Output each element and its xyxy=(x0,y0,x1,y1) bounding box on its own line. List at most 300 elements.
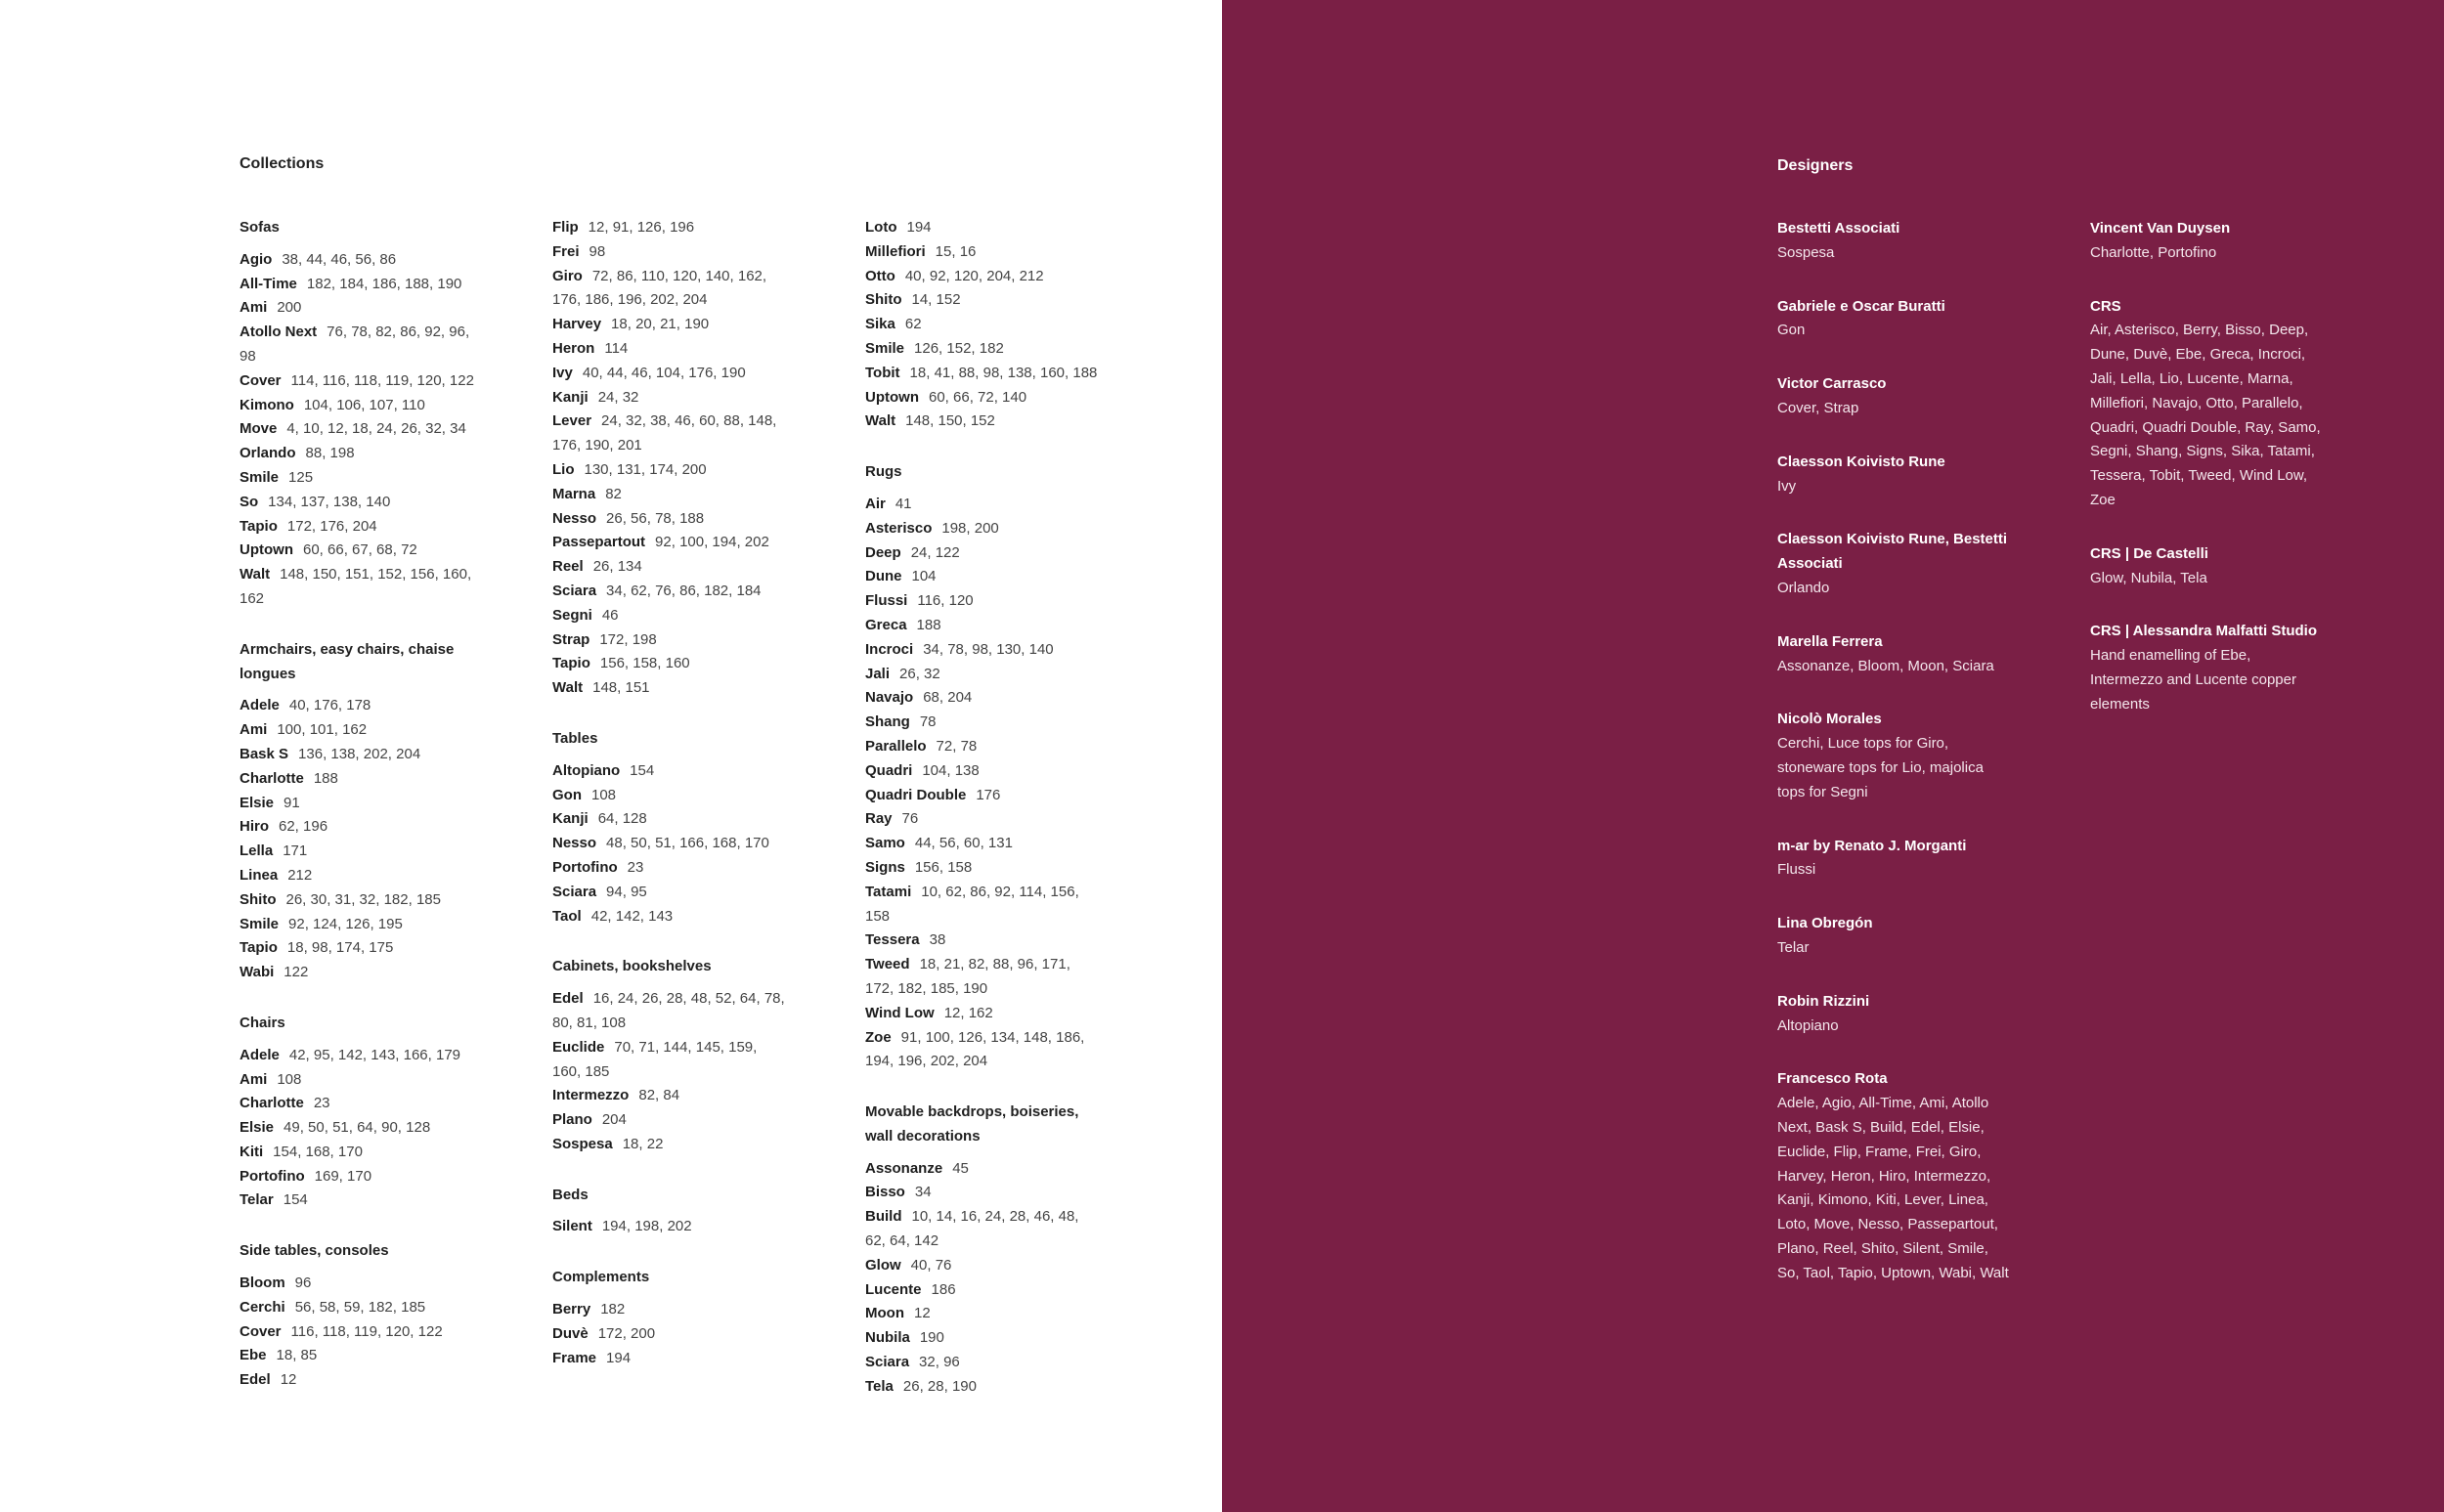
collection-entry xyxy=(240,718,474,743)
page-numbers: 24, 32 xyxy=(597,388,639,406)
page-numbers: 12 xyxy=(280,1371,297,1389)
collection-entry xyxy=(552,784,787,808)
product-name: Sika xyxy=(865,316,895,333)
collection-entry xyxy=(240,248,474,273)
product-name: Loto xyxy=(865,219,897,236)
product-name: Tatami xyxy=(865,883,912,900)
collection-entry xyxy=(865,1326,1100,1351)
product-name: Cerchi xyxy=(240,1298,285,1316)
page-numbers: 116, 118, 119, 120, 122 xyxy=(290,1322,443,1340)
page-numbers: 188 xyxy=(916,616,941,633)
page-numbers: 26, 30, 31, 32, 182, 185 xyxy=(285,890,441,908)
product-name: Tapio xyxy=(240,939,278,957)
page-numbers: 40, 176, 178 xyxy=(288,697,371,714)
designers-column-1 xyxy=(1777,217,2012,1316)
page-numbers: 26, 28, 190 xyxy=(902,1377,977,1395)
page-numbers: 72, 86, 110, 120, 140, 162, 176, 186, 196, 202, 204 xyxy=(552,267,767,309)
page-numbers: 10, 14, 16, 24, 28, 46, 48, 62, 64, 142 xyxy=(865,1208,1079,1250)
product-name: Gon xyxy=(552,786,582,803)
collection-entry xyxy=(240,694,474,718)
page-numbers: 18, 22 xyxy=(622,1135,664,1152)
product-name: Tessera xyxy=(865,931,920,949)
collection-section xyxy=(240,216,474,612)
designers-column-2 xyxy=(2090,217,2325,747)
designer-works: Hand enamelling of Ebe, Intermezzo and Lucente copper elements xyxy=(2090,647,2296,713)
designer-works: Cerchi, Luce tops for Giro, stoneware tops for Lio, majolica tops for Segni xyxy=(1777,735,1984,800)
product-name: Elsie xyxy=(240,1119,275,1137)
page-numbers: 114 xyxy=(604,339,629,357)
page-numbers: 108 xyxy=(591,786,617,803)
page-numbers: 82, 84 xyxy=(638,1087,680,1104)
page-numbers: 70, 71, 144, 145, 159, 160, 185 xyxy=(552,1038,758,1080)
collection-entry xyxy=(865,638,1100,663)
collection-entry xyxy=(865,856,1100,881)
collection-entry xyxy=(865,1302,1100,1326)
page-numbers: 68, 204 xyxy=(923,689,973,707)
product-name: Wind Low xyxy=(865,1004,935,1021)
collection-entry xyxy=(865,929,1100,953)
collection-entry xyxy=(240,815,474,840)
collection-entry xyxy=(240,743,474,767)
collection-entry xyxy=(240,1296,474,1320)
product-name: Euclide xyxy=(552,1038,605,1056)
page-numbers: 176 xyxy=(976,786,1001,803)
product-name: Signs xyxy=(865,858,905,876)
page-numbers: 78 xyxy=(919,713,937,731)
collection-entry xyxy=(865,1157,1100,1182)
product-name: Adele xyxy=(240,697,280,714)
collection-entry xyxy=(552,987,787,1036)
page-numbers: 26, 32 xyxy=(899,665,940,682)
page-numbers: 148, 151 xyxy=(592,679,650,697)
collection-section xyxy=(865,216,1100,434)
product-name: Taol xyxy=(552,907,582,925)
designer-name: Francesco Rota xyxy=(1777,1070,1888,1088)
page-numbers: 182 xyxy=(600,1301,626,1318)
product-name: Linea xyxy=(240,866,279,884)
product-name: Kanji xyxy=(552,388,589,406)
product-name: Quadri xyxy=(865,761,913,779)
product-name: Sciara xyxy=(552,582,597,599)
collection-section xyxy=(240,1239,474,1393)
page-numbers: 62 xyxy=(904,316,922,333)
product-name: Portofino xyxy=(552,858,618,876)
page-numbers: 42, 95, 142, 143, 166, 179 xyxy=(288,1046,461,1063)
page-numbers: 116, 120 xyxy=(917,592,974,610)
designer-name: CRS | De Castelli xyxy=(2090,544,2208,562)
product-name: Plano xyxy=(552,1111,592,1129)
collection-entry xyxy=(865,565,1100,589)
collection-entry xyxy=(240,539,474,563)
collection-entry xyxy=(240,491,474,515)
product-name: Charlotte xyxy=(240,1095,304,1112)
collection-entry xyxy=(552,240,787,265)
collection-entry xyxy=(240,296,474,321)
designer-entry xyxy=(2090,620,2325,716)
product-name: Assonanze xyxy=(865,1159,943,1177)
designer-name: Lina Obregón xyxy=(1777,915,1873,932)
collection-entry xyxy=(865,614,1100,638)
product-name: Sciara xyxy=(865,1354,910,1371)
product-name: Giro xyxy=(552,267,583,284)
collection-entry xyxy=(552,265,787,314)
collection-entry xyxy=(865,386,1100,410)
collection-entry xyxy=(865,541,1100,566)
collection-entry xyxy=(865,265,1100,289)
collection-section xyxy=(865,1101,1100,1400)
collection-entry xyxy=(552,313,787,337)
product-name: Uptown xyxy=(865,388,919,406)
collection-entry xyxy=(552,628,787,653)
collection-entry xyxy=(240,1092,474,1116)
designer-name: Marella Ferrera xyxy=(1777,632,1883,650)
designer-works: Charlotte, Portofino xyxy=(2090,243,2217,261)
collection-entry xyxy=(552,856,787,881)
collection-section xyxy=(552,1184,787,1240)
page-numbers: 15, 16 xyxy=(935,242,977,260)
page-numbers: 48, 50, 51, 166, 168, 170 xyxy=(606,835,769,852)
product-name: Nesso xyxy=(552,835,597,852)
section-title: Side tables, consoles xyxy=(240,1242,389,1260)
collection-entry xyxy=(240,1272,474,1296)
page-numbers: 82 xyxy=(605,485,622,502)
page-numbers: 41 xyxy=(895,495,912,512)
page-numbers: 114, 116, 118, 119, 120, 122 xyxy=(290,371,474,389)
product-name: Lucente xyxy=(865,1280,922,1298)
page-numbers: 171 xyxy=(283,842,308,860)
collection-entry xyxy=(552,807,787,832)
page-numbers: 130, 131, 174, 200 xyxy=(584,460,707,478)
collection-entry xyxy=(865,711,1100,735)
collection-entry xyxy=(552,555,787,580)
product-name: Adele xyxy=(240,1046,280,1063)
designer-works: Cover, Strap xyxy=(1777,399,1859,416)
section-title: Cabinets, bookshelves xyxy=(552,958,712,975)
collection-entry xyxy=(865,493,1100,517)
designer-name: Gabriele e Oscar Buratti xyxy=(1777,297,1945,315)
product-name: Ray xyxy=(865,810,893,828)
page-numbers: 12, 91, 126, 196 xyxy=(588,219,695,236)
page-numbers: 190 xyxy=(919,1329,944,1347)
product-name: Shito xyxy=(865,291,902,309)
page-numbers: 104, 138 xyxy=(922,761,980,779)
page-numbers: 40, 92, 120, 204, 212 xyxy=(904,267,1044,284)
product-name: Bisso xyxy=(865,1184,905,1201)
collections-title: Collections xyxy=(240,155,325,172)
collection-entry xyxy=(552,386,787,410)
page-numbers: 10, 62, 86, 92, 114, 156, 158 xyxy=(865,883,1079,925)
collection-entry xyxy=(552,759,787,784)
collection-entry xyxy=(240,369,474,394)
page-numbers: 40, 76 xyxy=(910,1256,952,1274)
collection-entry xyxy=(240,1044,474,1068)
collection-entry xyxy=(240,1141,474,1165)
collection-entry xyxy=(240,767,474,792)
page-numbers: 49, 50, 51, 64, 90, 128 xyxy=(284,1119,431,1137)
designer-works: Sospesa xyxy=(1777,243,1835,261)
designer-entry xyxy=(1777,451,2012,499)
page-numbers: 136, 138, 202, 204 xyxy=(298,745,421,762)
collection-section xyxy=(552,216,787,701)
designer-name: Nicolò Morales xyxy=(1777,711,1882,728)
product-name: All-Time xyxy=(240,275,297,292)
page-numbers: 100, 101, 162 xyxy=(277,721,368,739)
product-name: Dune xyxy=(865,568,902,585)
product-name: Frame xyxy=(552,1349,597,1366)
page-numbers: 172, 200 xyxy=(597,1324,656,1342)
collection-entry xyxy=(552,458,787,483)
product-name: Air xyxy=(865,495,886,512)
page-numbers: 38, 44, 46, 56, 86 xyxy=(282,250,397,268)
collection-entry xyxy=(552,362,787,386)
page-numbers: 34 xyxy=(914,1184,932,1201)
product-name: Greca xyxy=(865,616,907,633)
product-name: Smile xyxy=(240,468,280,486)
product-name: Shito xyxy=(240,890,277,908)
product-name: Passepartout xyxy=(552,534,646,551)
page-numbers: 198, 200 xyxy=(941,519,999,537)
collection-entry xyxy=(552,881,787,905)
page-numbers: 200 xyxy=(277,299,302,317)
designer-entry xyxy=(1777,1067,2012,1285)
designer-entry xyxy=(1777,835,2012,884)
page-numbers: 12 xyxy=(913,1305,931,1322)
page-numbers: 104, 106, 107, 110 xyxy=(303,396,425,413)
product-name: Flussi xyxy=(865,592,908,610)
collection-entry xyxy=(240,394,474,418)
page-numbers: 92, 124, 126, 195 xyxy=(288,915,403,932)
collection-section xyxy=(552,1266,787,1370)
designer-works: Gon xyxy=(1777,322,1806,339)
page-numbers: 182, 184, 186, 188, 190 xyxy=(306,275,462,292)
section-title: Rugs xyxy=(865,463,902,481)
collection-entry xyxy=(865,759,1100,784)
page-numbers: 122 xyxy=(284,964,309,981)
collection-entry xyxy=(865,1026,1100,1075)
product-name: Edel xyxy=(240,1371,271,1389)
product-name: Moon xyxy=(865,1305,904,1322)
product-name: Berry xyxy=(552,1301,591,1318)
designer-entry xyxy=(1777,295,2012,344)
product-name: Frei xyxy=(552,242,580,260)
collection-section xyxy=(552,955,787,1156)
product-name: Quadri Double xyxy=(865,786,967,803)
designer-works: Telar xyxy=(1777,938,1810,956)
section-title: Movable backdrops, boiseries, wall decorations xyxy=(865,1103,1079,1145)
collections-column-2 xyxy=(552,216,787,1397)
page-numbers: 62, 196 xyxy=(279,818,328,836)
product-name: Incroci xyxy=(865,640,914,658)
page-numbers: 88, 198 xyxy=(305,445,355,462)
section-title: Complements xyxy=(552,1269,650,1286)
designer-name: CRS xyxy=(2090,297,2121,315)
designer-entry xyxy=(2090,217,2325,266)
page-numbers: 148, 150, 152 xyxy=(905,412,995,430)
page-numbers: 12, 162 xyxy=(943,1004,993,1021)
collection-entry xyxy=(865,953,1100,1002)
collection-entry xyxy=(552,337,787,362)
page-numbers: 194 xyxy=(906,219,932,236)
product-name: Shang xyxy=(865,713,910,731)
collection-entry xyxy=(552,1133,787,1157)
page-numbers: 204 xyxy=(601,1111,627,1129)
collections-column-3 xyxy=(865,216,1100,1426)
page-numbers: 156, 158, 160 xyxy=(599,655,690,672)
product-name: Tweed xyxy=(865,956,910,973)
product-name: Tela xyxy=(865,1377,894,1395)
page-numbers: 64, 128 xyxy=(597,810,647,828)
section-title: Tables xyxy=(552,729,598,747)
page-numbers: 172, 198 xyxy=(599,630,657,648)
collection-entry xyxy=(240,1165,474,1189)
product-name: Smile xyxy=(865,339,905,357)
page-numbers: 91, 100, 126, 134, 148, 186, 194, 196, 202, 204 xyxy=(865,1028,1085,1070)
product-name: Otto xyxy=(865,267,895,284)
section-title: Beds xyxy=(552,1186,589,1203)
product-name: Lio xyxy=(552,460,575,478)
product-name: So xyxy=(240,493,259,510)
page-numbers: 18, 85 xyxy=(276,1347,318,1364)
collection-entry xyxy=(865,362,1100,386)
collection-entry xyxy=(240,936,474,961)
page-numbers: 169, 170 xyxy=(314,1167,372,1185)
product-name: Uptown xyxy=(240,541,293,559)
product-name: Tapio xyxy=(240,517,278,535)
product-name: Bloom xyxy=(240,1274,285,1292)
collection-entry xyxy=(240,466,474,491)
page-numbers: 16, 24, 26, 28, 48, 52, 64, 78, 80, 81, 108 xyxy=(552,990,785,1031)
section-title: Sofas xyxy=(240,219,280,236)
designer-entry xyxy=(1777,990,2012,1039)
product-name: Elsie xyxy=(240,794,275,811)
collection-entry xyxy=(240,1068,474,1093)
collection-entry xyxy=(240,1320,474,1345)
designer-entry xyxy=(2090,542,2325,591)
collection-entry xyxy=(552,604,787,628)
designer-entry xyxy=(1777,217,2012,266)
page-numbers: 91 xyxy=(284,794,300,811)
page-numbers: 24, 32, 38, 46, 60, 88, 148, 176, 190, 201 xyxy=(552,412,777,454)
collection-entry xyxy=(865,1375,1100,1400)
collection-entry xyxy=(240,840,474,864)
product-name: Asterisco xyxy=(865,519,933,537)
collection-entry xyxy=(865,784,1100,808)
designer-works: Ivy xyxy=(1777,477,1797,495)
page-numbers: 42, 142, 143 xyxy=(590,907,674,925)
product-name: Ivy xyxy=(552,364,573,381)
collection-entry xyxy=(240,1368,474,1393)
page-numbers: 60, 66, 67, 68, 72 xyxy=(302,541,417,559)
collection-entry xyxy=(552,580,787,604)
product-name: Kimono xyxy=(240,396,294,413)
product-name: Heron xyxy=(552,339,595,357)
product-name: Ami xyxy=(240,1070,268,1088)
page-numbers: 60, 66, 72, 140 xyxy=(928,388,1027,406)
collection-section xyxy=(552,727,787,929)
page-numbers: 194 xyxy=(606,1349,632,1366)
collection-entry xyxy=(240,961,474,985)
collection-entry xyxy=(865,288,1100,313)
product-name: Ami xyxy=(240,299,268,317)
page-numbers: 188 xyxy=(313,769,338,787)
collection-entry xyxy=(240,273,474,297)
collection-entry xyxy=(865,517,1100,541)
page-numbers: 34, 62, 76, 86, 182, 184 xyxy=(606,582,762,599)
collection-entry xyxy=(552,832,787,856)
designer-name: Bestetti Associati xyxy=(1777,220,1900,237)
page-numbers: 154 xyxy=(630,761,655,779)
page-numbers: 18, 20, 21, 190 xyxy=(611,316,710,333)
collection-entry xyxy=(865,1181,1100,1205)
collection-entry xyxy=(240,888,474,913)
product-name: Hiro xyxy=(240,818,269,836)
product-name: Harvey xyxy=(552,316,602,333)
collection-entry xyxy=(240,913,474,937)
page-numbers: 156, 158 xyxy=(914,858,973,876)
page-numbers: 23 xyxy=(627,858,644,876)
product-name: Sospesa xyxy=(552,1135,613,1152)
collection-entry xyxy=(865,410,1100,434)
collection-entry xyxy=(865,663,1100,687)
page-numbers: 4, 10, 12, 18, 24, 26, 32, 34 xyxy=(286,420,466,438)
collection-entry xyxy=(240,1344,474,1368)
page-numbers: 14, 152 xyxy=(911,291,961,309)
collection-entry xyxy=(865,735,1100,759)
collection-entry xyxy=(240,321,474,369)
product-name: Tobit xyxy=(865,364,900,381)
product-name: Walt xyxy=(240,566,271,583)
collection-entry xyxy=(865,686,1100,711)
page-numbers: 172, 176, 204 xyxy=(286,517,377,535)
page-numbers: 76 xyxy=(901,810,919,828)
product-name: Kiti xyxy=(240,1143,264,1160)
page-numbers: 45 xyxy=(952,1159,969,1177)
product-name: Agio xyxy=(240,250,273,268)
product-name: Segni xyxy=(552,606,592,624)
designer-name: CRS | Alessandra Malfatti Studio xyxy=(2090,623,2318,640)
product-name: Nubila xyxy=(865,1329,910,1347)
collection-entry xyxy=(865,313,1100,337)
collection-entry xyxy=(552,676,787,701)
page-numbers: 72, 78 xyxy=(936,737,978,755)
page-numbers: 186 xyxy=(931,1280,956,1298)
product-name: Tapio xyxy=(552,655,590,672)
product-name: Navajo xyxy=(865,689,914,707)
product-name: Charlotte xyxy=(240,769,304,787)
section-title: Chairs xyxy=(240,1014,285,1031)
product-name: Sciara xyxy=(552,883,597,900)
product-name: Samo xyxy=(865,835,905,852)
collection-entry xyxy=(865,832,1100,856)
product-name: Altopiano xyxy=(552,761,621,779)
product-name: Zoe xyxy=(865,1028,892,1046)
page-numbers: 154 xyxy=(283,1191,308,1209)
page-numbers: 26, 134 xyxy=(592,558,642,576)
product-name: Ebe xyxy=(240,1347,267,1364)
page-numbers: 148, 150, 151, 152, 156, 160, 162 xyxy=(240,566,472,607)
collection-entry xyxy=(865,807,1100,832)
product-name: Orlando xyxy=(240,445,296,462)
product-name: Atollo Next xyxy=(240,324,318,341)
designer-works: Air, Asterisco, Berry, Bisso, Deep, Dune, Duvè, Ebe, Greca, Incroci, Jali, Lella, Lio, Lucente, Marna, Millefiori, Navajo, Otto, Parallelo, Quadri, Quadri Double, Ray, Samo, Segni, Shang, Signs, Sika, Tatami, Tessera, Tobit, Tweed, Wind Low, Zoe xyxy=(2090,322,2321,508)
product-name: Smile xyxy=(240,915,280,932)
designer-entry xyxy=(1777,630,2012,679)
product-name: Duvè xyxy=(552,1324,589,1342)
product-name: Kanji xyxy=(552,810,589,828)
designer-name: Robin Rizzini xyxy=(1777,992,1870,1010)
collection-entry xyxy=(552,1215,787,1239)
designer-name: Claesson Koivisto Rune, Bestetti Associati xyxy=(1777,531,2008,573)
